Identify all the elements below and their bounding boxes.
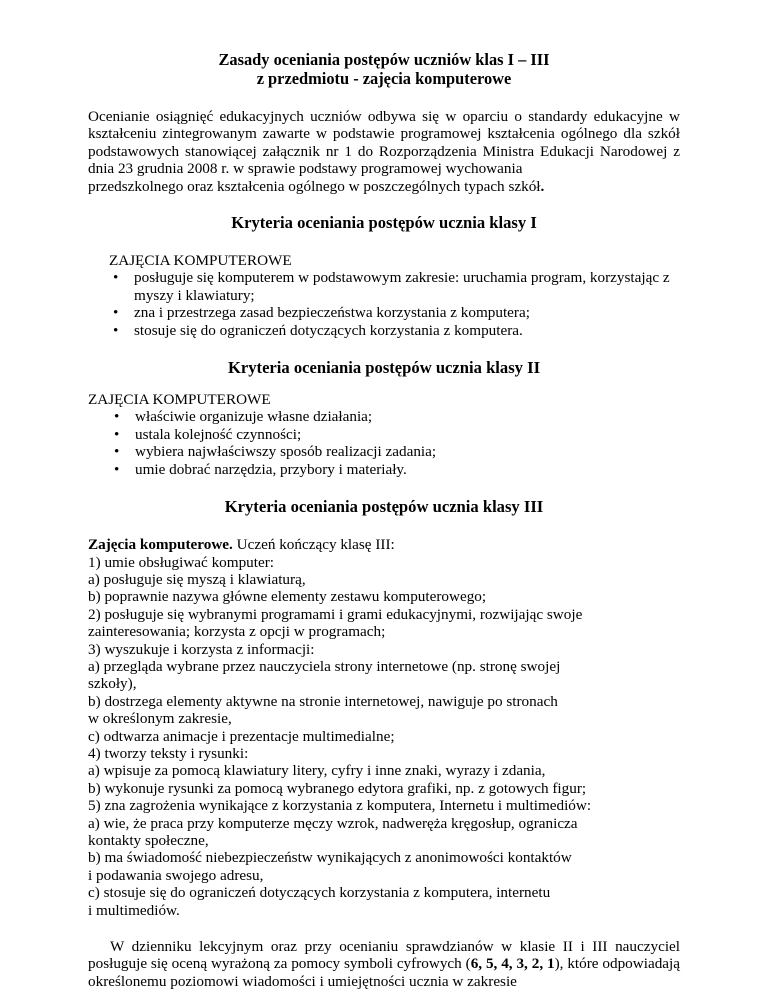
heading-class-2: Kryteria oceniania postępów ucznia klasy II [227,358,541,378]
intro-text: Ocenianie osiągnięć edukacyjnych uczniów odbywa się w oparciu o standardy edukacyjne w kształceniu zintegrowanym zawarte w podstawie programowej kształcenia ogólnego dla szkół podstawowych stanowiącej załącznik nr 1 do Rozporządzenia Ministra Edukacji Narodowej z dnia 23 grudnia 2008 r. w sprawie podstawy programowej wychowania [88,108,680,178]
text-line: 5) zna zagrożenia wynikające z korzystania z komputera, Internetu i multimediów: [88,797,592,815]
section-class-3 [88,536,680,919]
criteria-list-class-1 [109,269,680,339]
text-line: 2) posługuje się wybranymi programami i grami edukacyjnymi, rozwijając swoje [88,605,583,623]
text-line: w określonym zakresie, [88,710,232,728]
class-3-lead-bold: Zajęcia komputerowe. [88,536,233,554]
text-line: 4) tworzy teksty i rysunki: [88,744,249,762]
text-line: c) stosuje się do ograniczeń dotyczących korzystania z komputera, internetu [88,884,551,902]
section-class-2 [88,391,680,478]
text-line: a) posługuje się myszą i klawiaturą, [88,570,306,588]
closing-paragraph [88,938,680,990]
text-line: a) przegląda wybrane przez nauczyciela strony internetowe (np. stronę swojej [88,657,561,675]
intro-paragraph [88,108,680,195]
class-3-lead-rest: Uczeń kończący klasę III: [232,536,395,554]
text-line: i multimediów. [88,901,180,919]
text-line: 1) umie obsługiwać komputer: [88,553,275,571]
list-item: • stosuje się do ograniczeń dotyczących korzystania z komputera. [109,322,680,339]
text-line: b) poprawnie nazywa główne elementy zestawu komputerowego; [88,588,487,606]
heading-class-1: Kryteria oceniania postępów ucznia klasy I [231,213,537,233]
text-line: a) wie, że praca przy komputerze męczy wzrok, nadweręża kręgosłup, ogranicza [88,814,578,832]
document-page [88,50,680,990]
title-line-1: Zasady oceniania postępów uczniów klas I – III [218,50,550,69]
class-3-lead [88,536,680,553]
intro-end-mark: . [540,177,545,195]
heading-class-3: Kryteria oceniania postępów ucznia klasy III [224,497,544,517]
text-line: b) wykonuje rysunki za pomocą wybranego edytora grafiki, np. z gotowych figur; [88,779,587,797]
list-item: • zna i przestrzega zasad bezpieczeństwa korzystania z komputera; [109,304,680,321]
subject-label-class-2: ZAJĘCIA KOMPUTEROWE [88,391,271,409]
criteria-list-class-2 [88,408,680,478]
text-line: b) dostrzega elementy aktywne na stronie internetowej, nawiguje po stronach [88,692,558,710]
list-item: • wybiera najwłaściwszy sposób realizacji zadania; [110,443,680,460]
intro-last-text: przedszkolnego oraz kształcenia ogólnego w poszczególnych typach szkół [88,177,541,195]
closing-text-start: W dzienniku lekcyjnym oraz przy ocenianiu sprawdzianów w klasie II i III nauczyciel posługuje się oceną wyrażoną za pomocy symboli cyfrowych ( [88,938,680,973]
document-title [88,50,680,88]
text-line: 3) wyszukuje i korzysta z informacji: [88,640,315,658]
list-item: • umie dobrać narzędzia, przybory i materiały. [110,461,680,478]
title-line-2: z przedmiotu - zajęcia komputerowe [256,69,512,88]
text-line: i podawania swojego adresu, [88,866,264,884]
intro-last-line [88,178,680,195]
text-line: szkoły), [88,675,137,693]
text-line: c) odtwarza animacje i prezentacje multimedialne; [88,727,395,745]
text-line: kontakty społeczne, [88,832,209,849]
section-class-1 [88,252,680,339]
text-line: b) ma świadomość niebezpieczeństw wynikających z anonimowości kontaktów [88,849,572,867]
list-item: • właściwie organizuje własne działania; [110,408,680,425]
text-line: zainteresowania; korzysta z opcji w programach; [88,623,386,641]
subject-label-class-1: ZAJĘCIA KOMPUTEROWE [109,252,292,270]
closing-text-end: ), które odpowiadają określonemu poziomowi wiadomości i umiejętności ucznia w zakresie [88,955,680,990]
list-item: • posługuje się komputerem w podstawowym zakresie: uruchamia program, korzystając z myszy i klawiatury; [109,269,680,304]
text-line: a) wpisuje za pomocą klawiatury litery, cyfry i inne znaki, wyrazy i zdania, [88,762,546,780]
grade-symbols: 6, 5, 4, 3, 2, 1 [470,955,555,973]
list-item: • ustala kolejność czynności; [110,426,680,443]
